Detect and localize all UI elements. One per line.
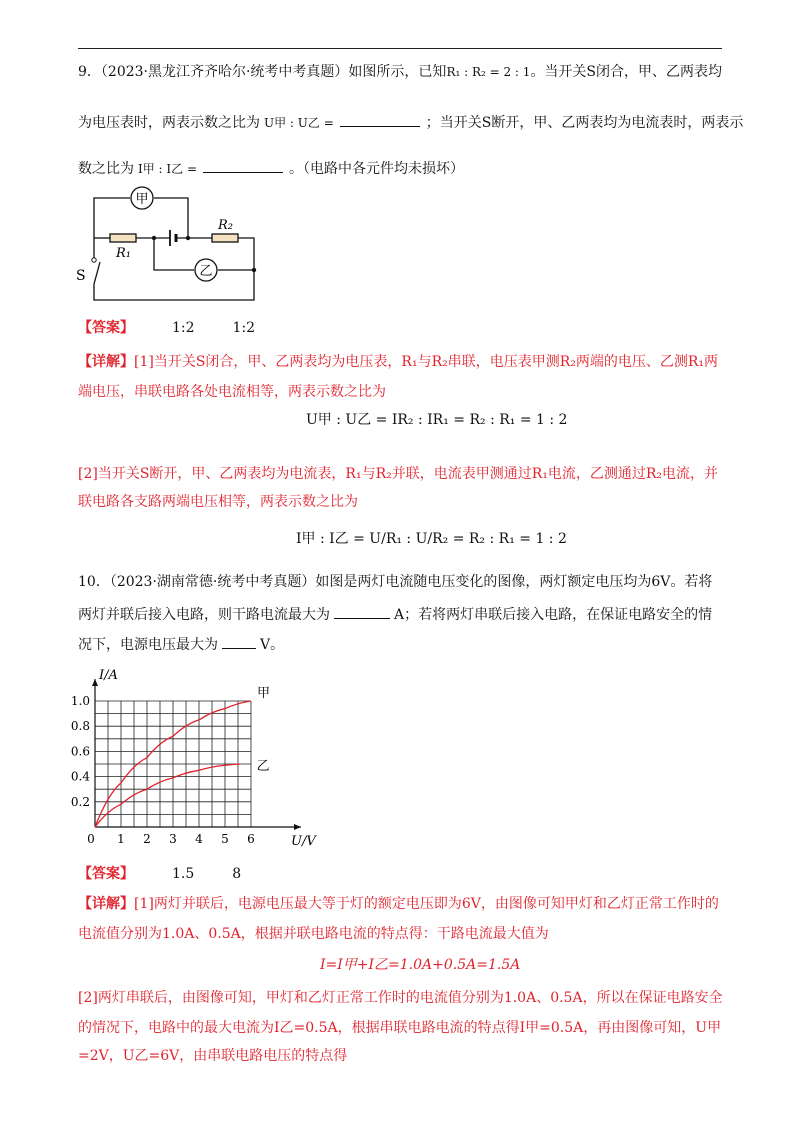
x-axis-arrow	[294, 824, 301, 830]
iu-chart	[60, 655, 320, 855]
q9-formula-1: U甲 : U乙 = IR₂ : IR₁ = R₂ : R₁ = 1 : 2	[306, 412, 568, 428]
q9-line3-text: 数之比为	[78, 161, 134, 177]
series-label-jia: 甲	[257, 686, 271, 701]
meter-yi-label: 乙	[199, 264, 213, 279]
q9-line2	[78, 112, 743, 133]
q10-line3-end: V。	[260, 637, 285, 653]
circuit-diagram	[70, 180, 270, 310]
q10-line3-text: 况下，电源电压最大为	[78, 637, 218, 653]
q9-stem-text-end: 。当开关S闭合，甲、乙两表均	[530, 64, 723, 80]
q9-detail2-text: [2]当开关S断开，甲、乙两表均为电流表，R₁与R₂并联，电流表甲测通过R₁电流，乙测通过R₂电流，并	[78, 466, 719, 482]
detail-label: 【详解】	[78, 896, 134, 912]
q10-detail2-line2	[78, 1018, 721, 1038]
x-tick-label: 6	[247, 832, 255, 846]
detail-label: 【详解】	[78, 354, 134, 370]
series-label-yi: 乙	[256, 759, 270, 774]
q9-answer-2: 1:2	[232, 320, 256, 336]
answer-label: 【答案】	[78, 320, 134, 336]
q9-detail1-text: [1]当开关S闭合，甲、乙两表均为电压表，R₁与R₂串联，电压表甲测R₂两端的电压、乙测R₁两	[134, 354, 719, 370]
q10-line2	[78, 604, 712, 625]
resistor-r2	[212, 234, 238, 242]
top-rule	[78, 48, 722, 49]
q9-line3-end: 。（电路中各元件均未损坏）	[289, 161, 465, 177]
x-tick-label: 2	[143, 832, 151, 846]
q9-formula-2: I甲 : I乙 = U/R₁ : U/R₂ = R₂ : R₁ = 1 : 2	[296, 531, 567, 547]
q9-line1	[78, 62, 722, 82]
q9-detail1-line2	[78, 382, 386, 402]
q9-detail1-text2: 端电压，串联电路各处电流相等，两表示数之比为	[78, 384, 386, 400]
q9-detail1-line1	[78, 352, 718, 372]
q9-blank-2[interactable]	[203, 158, 283, 173]
answer-label: 【答案】	[78, 866, 134, 882]
y-tick-label: 0.6	[70, 744, 90, 759]
q10-detail1-text: [1]两灯并联后，电源电压最大等于灯的额定电压即为6V，由图像可知甲灯和乙灯正常工作时的	[134, 896, 719, 912]
q10-detail2-line3	[78, 1046, 347, 1066]
q10-detail2-text: [2]两灯串联后，由图像可知，甲灯和乙灯正常工作时的电流值分别为1.0A、0.5A，所以在保证电路安全	[78, 990, 723, 1006]
q10-detail1-line1	[78, 894, 719, 914]
y-tick-label: 0.2	[70, 794, 90, 809]
curve-yi	[95, 764, 241, 827]
q9-ratio-voltage: U甲 : U乙 =	[264, 116, 334, 130]
switch-label: S	[76, 268, 86, 284]
q10-line1	[78, 572, 712, 592]
q9-answer	[78, 318, 255, 338]
q10-line2-end: A；若将两灯串联后接入电路，在保证电路安全的情	[394, 607, 713, 623]
q9-line3	[78, 158, 464, 179]
q10-line2-text: 两灯并联后接入电路，则干路电流最大为	[78, 607, 330, 623]
x-tick-label: 4	[195, 832, 203, 846]
y-axis-arrow	[92, 679, 98, 686]
q10-detail2-line1	[78, 988, 723, 1008]
r1-label: R₁	[116, 246, 131, 261]
r2-label: R₂	[218, 218, 233, 233]
x-tick-label: 5	[221, 832, 229, 846]
switch-s	[94, 262, 100, 284]
q10-blank-1[interactable]	[334, 604, 390, 619]
q10-stem-text: 10．（2023·湖南常德·统考中考真题）如图是两灯电流随电压变化的图像，两灯额定电压均为6V。若将	[78, 574, 713, 590]
q10-detail2-text3: =2V，U乙=6V，由串联电路电压的特点得	[78, 1048, 348, 1064]
y-tick-label: 0.8	[70, 719, 90, 734]
q10-formula-1: I=I甲+I乙=1.0A+0.5A=1.5A	[320, 957, 521, 973]
q10-detail2-text2: 的情况下，电路中的最大电流为I乙=0.5A，根据串联电路电流的特点得I甲=0.5A，再由图像可知，U甲	[78, 1020, 722, 1036]
meter-jia-label: 甲	[135, 192, 149, 207]
q10-answer	[78, 864, 241, 884]
y-axis-label: I/A	[99, 668, 118, 683]
q9-ratio-current: I甲 : I乙 =	[138, 162, 198, 176]
q9-line2-text: 为电压表时，两表示数之比为	[78, 115, 260, 131]
q10-detail1-line2	[78, 924, 549, 944]
q9-ratio-given: R₁ : R₂ = 2 : 1	[446, 65, 531, 79]
q10-answer-2: 8	[232, 866, 242, 882]
x-axis-label: U/V	[291, 834, 316, 849]
q10-answer-1: 1.5	[172, 866, 195, 882]
q9-detail2-line2	[78, 492, 358, 512]
q10-detail1-text2: 电流值分别为1.0A、0.5A，根据并联电路电流的特点得：干路电流最大值为	[78, 926, 549, 942]
q9-detail2-text2: 联电路各支路两端电压相等，两表示数之比为	[78, 494, 358, 510]
q9-detail2-line1	[78, 464, 718, 484]
q9-blank-1[interactable]	[340, 112, 420, 127]
x-tick-label: 0	[87, 832, 95, 846]
q9-answer-1: 1:2	[172, 320, 195, 336]
q9-stem-text: 9．（2023·黑龙江齐齐哈尔·统考中考真题）如图所示，已知	[78, 64, 447, 80]
q9-line2-end: ；当开关S断开，甲、乙两表均为电流表时，两表示	[425, 115, 744, 131]
resistor-r1	[110, 234, 136, 242]
q10-line3	[78, 634, 284, 655]
q10-blank-2[interactable]	[222, 634, 256, 649]
y-tick-label: 1.0	[70, 694, 90, 708]
x-tick-label: 1	[117, 832, 125, 846]
y-tick-label: 0.4	[70, 769, 90, 784]
x-tick-label: 3	[169, 832, 177, 846]
